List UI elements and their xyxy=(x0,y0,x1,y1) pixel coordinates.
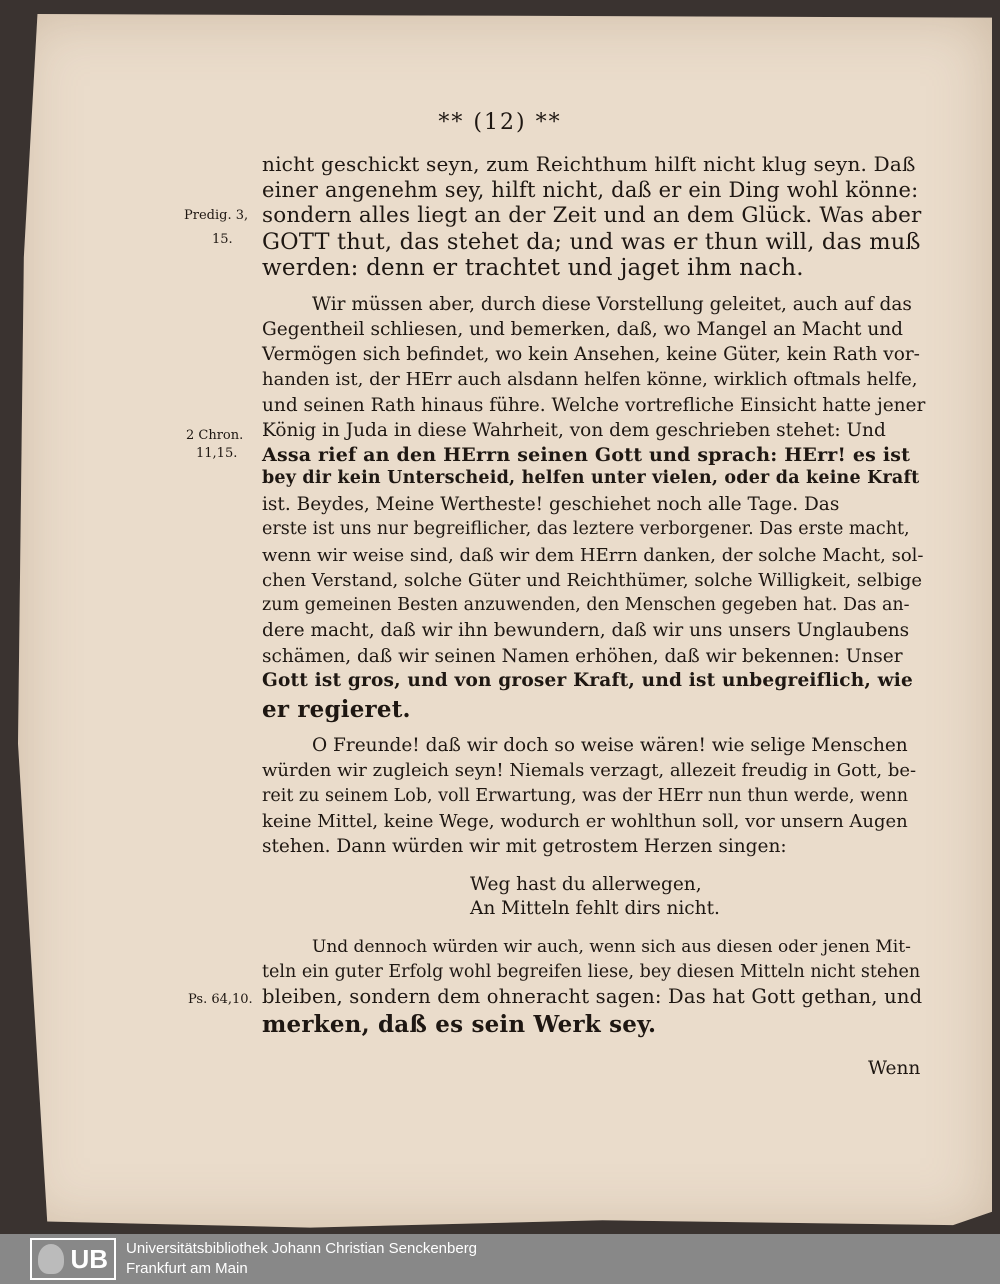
text-line: Vermögen sich befindet, wo kein Ansehen, keine Güter, kein Rath vor- xyxy=(262,344,920,365)
text-line: würden wir zugleich seyn! Niemals verzagt, allezeit freudig in Gott, be- xyxy=(262,760,917,781)
margin-ref: 2 Chron. xyxy=(186,428,244,443)
text-line: sondern alles liegt an der Zeit und an dem Glück. Was aber xyxy=(262,203,922,228)
text-line: einer angenehm sey, hilft nicht, daß er ein Ding wohl könne: xyxy=(262,178,919,202)
text-line: teln ein guter Erfolg wohl begreifen liese, bey diesen Mitteln nicht stehen xyxy=(262,962,921,982)
logo-text: UB xyxy=(70,1244,108,1274)
margin-ref: Predig. 3, xyxy=(184,208,249,223)
text-line: GOTT thut, das stehet da; und was er thun will, das muß xyxy=(262,229,921,255)
text-line: und seinen Rath hinaus führe. Welche vortrefliche Einsicht hatte jener xyxy=(262,395,926,416)
text-line: nicht geschickt seyn, zum Reichthum hilft nicht klug seyn. Daß xyxy=(262,152,916,176)
verse-line: Weg hast du allerwegen, xyxy=(470,874,702,895)
header-ornament-right: ** xyxy=(535,110,562,135)
text-line: König in Juda in diese Wahrheit, von dem geschrieben stehet: Und xyxy=(262,420,886,441)
verse-line: An Mitteln fehlt dirs nicht. xyxy=(470,898,720,919)
text-line: zum gemeinen Besten anzuwenden, den Menschen gegeben hat. Das an- xyxy=(262,595,910,615)
text-line: ist. Beydes, Meine Wertheste! geschiehet noch alle Tage. Das xyxy=(262,494,840,515)
catchword: Wenn xyxy=(868,1058,921,1079)
text-line: Wir müssen aber, durch diese Vorstellung geleitet, auch auf das xyxy=(312,294,912,315)
margin-ref: 15. xyxy=(212,232,233,247)
text-line: bleiben, sondern dem ohneracht sagen: Das hat Gott gethan, und xyxy=(262,985,923,1008)
text-line-quote: merken, daß es sein Werk sey. xyxy=(262,1011,657,1038)
institution-city: Frankfurt am Main xyxy=(126,1260,248,1277)
page-header xyxy=(0,110,1000,135)
text-line: erste ist uns nur begreiflicher, das leztere verborgener. Das erste macht, xyxy=(262,519,910,539)
margin-ref: Ps. 64,10. xyxy=(188,992,253,1007)
text-line: handen ist, der HErr auch alsdann helfen könne, wirklich oftmals helfe, xyxy=(262,369,918,390)
text-line-quote: er regieret. xyxy=(262,696,411,723)
text-line-quote: Assa rief an den HErrn seinen Gott und sprach: HErr! es ist xyxy=(262,444,911,466)
text-line: werden: denn er trachtet und jaget ihm nach. xyxy=(262,255,804,281)
institution-name: Universitätsbibliothek Johann Christian Senckenberg xyxy=(126,1240,478,1257)
text-line-quote: Gott ist gros, und von groser Kraft, und ist unbegreiflich, wie xyxy=(262,670,913,691)
text-line: dere macht, daß wir ihn bewundern, daß wir uns unsers Unglaubens xyxy=(262,620,910,641)
text-line: Gegentheil schliesen, und bemerken, daß, wo Mangel an Macht und xyxy=(262,319,904,340)
text-line: schämen, daß wir seinen Namen erhöhen, daß wir bekennen: Unser xyxy=(262,646,903,667)
text-line: stehen. Dann würden wir mit getrostem Herzen singen: xyxy=(262,836,787,857)
text-line: Und dennoch würden wir auch, wenn sich aus diesen oder jenen Mit- xyxy=(312,937,911,957)
text-line: chen Verstand, solche Güter und Reichthümer, solche Willigkeit, selbige xyxy=(262,570,923,591)
header-ornament-left: ** xyxy=(438,110,465,135)
portrait-icon xyxy=(38,1244,64,1274)
page-number: (12) xyxy=(473,110,527,135)
text-line: wenn wir weise sind, daß wir dem HErrn danken, der solche Macht, sol- xyxy=(262,545,924,566)
text-line: reit zu seinem Lob, voll Erwartung, was der HErr nun thun werde, wenn xyxy=(262,786,908,806)
text-line: O Freunde! daß wir doch so weise wären! wie selige Menschen xyxy=(312,735,908,756)
text-line-quote: bey dir kein Unterscheid, helfen unter vielen, oder da keine Kraft xyxy=(262,468,920,488)
margin-ref: 11,15. xyxy=(196,446,238,461)
ub-logo xyxy=(30,1238,116,1280)
text-line: keine Mittel, keine Wege, wodurch er wohlthun soll, vor unsern Augen xyxy=(262,811,908,832)
